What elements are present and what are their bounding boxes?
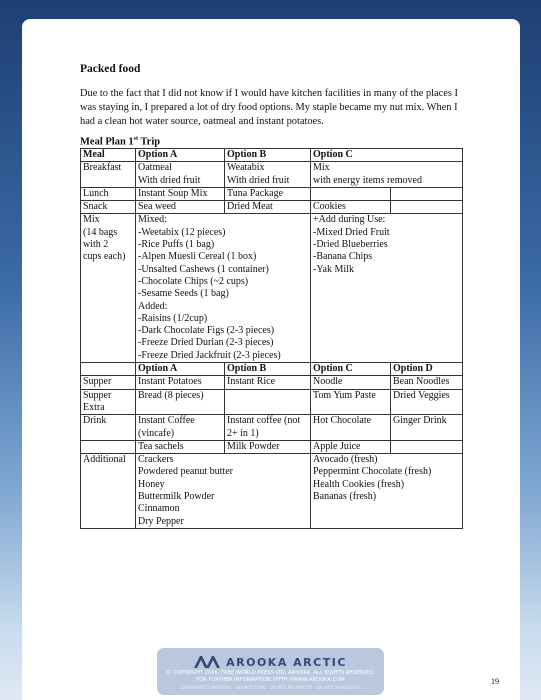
cell-option-c: Tom Yum Paste	[311, 389, 391, 415]
cell-option-a	[136, 162, 225, 188]
cell-empty	[391, 187, 463, 200]
mix-item: Mixed:	[138, 214, 167, 226]
cell-option-c: Apple Juice	[311, 440, 391, 453]
additional-item: Honey	[138, 478, 165, 490]
table-header-row	[81, 149, 463, 162]
during-item: +Add during Use:	[313, 214, 386, 226]
header-option-b: Option B	[225, 149, 311, 162]
additional-item: Crackers	[138, 454, 174, 466]
table-row-additional	[81, 454, 463, 529]
intro-paragraph: Due to the fact that I did not know if I would have kitchen facilities in many of the places I was staying in, I prepared a lot of dry food options. My staple became my nut mix. When I had a clean hot water source, oatmeal and instant potatoes.	[80, 88, 458, 127]
during-item: -Mixed Dried Fruit	[313, 226, 390, 238]
cell-option-b: Milk Powder	[225, 440, 311, 453]
footer-warning-line: COPYRIGHTED MATERIAL - DO NOT COPY - DO NOT DISTRIBUTE - DO NOT REPRODUCE	[179, 685, 362, 690]
cell-option-b	[225, 389, 311, 415]
cell-meal: Lunch	[81, 187, 136, 200]
additional-item: Peppermint Chocolate (fresh)	[313, 466, 432, 478]
additional-item: Cinnamon	[138, 503, 180, 515]
table-row-snack	[81, 201, 463, 214]
table-row-mix	[81, 214, 463, 363]
mix-item: -Unsalted Cashews (1 container)	[138, 263, 269, 275]
page-number: 19	[491, 677, 499, 686]
footer-copyright-line: © COPYRIGHT 2016, FREE WORLD PRESS LTD, AROOKA. ALL RIGHTS RESERVED.	[166, 670, 375, 676]
cell-line: Oatmeal	[138, 162, 172, 174]
mix-item: -Rice Puffs (1 bag)	[138, 239, 215, 251]
mix-item: -Sesame Seeds (1 bag)	[138, 288, 229, 300]
cell-option-c: Cookies	[311, 201, 391, 214]
cell-meal: Supper	[81, 376, 136, 389]
cell-line: Supper	[83, 389, 112, 401]
cell-line: Mix	[83, 214, 100, 226]
mix-item: Added:	[138, 300, 168, 312]
cell-line: with 2	[83, 239, 109, 251]
cell-option-b: Instant Rice	[225, 376, 311, 389]
table-row-drink	[81, 415, 463, 441]
cell-option-c	[311, 162, 463, 188]
additional-left-cell	[136, 454, 311, 529]
cell-line: (14 bags	[83, 226, 118, 238]
cell-option-d: Ginger Drink	[391, 415, 463, 441]
mix-item: -Freeze Dried Durian (2-3 pieces)	[138, 337, 274, 349]
table-row-drink-2	[81, 440, 463, 453]
cell-meal: Breakfast	[81, 162, 136, 188]
cell-option-a: Tea sachels	[136, 440, 225, 453]
during-item: -Dried Blueberries	[313, 239, 388, 251]
cell-option-c: Hot Chocolate	[311, 415, 391, 441]
cell-meal	[81, 389, 136, 415]
cell-option-a: Sea weed	[136, 201, 225, 214]
meal-plan-table	[80, 148, 463, 529]
cell-line: Weatabix	[227, 162, 265, 174]
additional-item: Buttermilk Powder	[138, 491, 215, 503]
table-header-row-2	[81, 363, 463, 376]
header2-option-c: Option C	[311, 363, 391, 376]
during-item: -Banana Chips	[313, 251, 373, 263]
during-item: -Yak Milk	[313, 263, 354, 275]
cell-option-a: Bread (8 pieces)	[136, 389, 225, 415]
cell-option-a: Instant Potatoes	[136, 376, 225, 389]
cell-meal: Drink	[81, 415, 136, 441]
cell-line: Instant coffee (not	[227, 415, 301, 427]
additional-item: Avocado (fresh)	[313, 454, 378, 466]
cell-meal: Snack	[81, 201, 136, 214]
cell-option-a: Instant Soup Mix	[136, 187, 225, 200]
mix-item: -Alpen Muesli Cereal (1 box)	[138, 251, 257, 263]
cell-empty	[391, 201, 463, 214]
mix-item: -Weetabix (12 pieces)	[138, 226, 226, 238]
cell-line: (vincafe)	[138, 427, 175, 439]
arooka-logo-icon	[194, 656, 220, 668]
cell-option-d: Bean Noodles	[391, 376, 463, 389]
cell-option-b: Dried Meat	[225, 201, 311, 214]
header2-empty	[81, 363, 136, 376]
cell-meal	[81, 214, 136, 363]
footer-logo	[157, 653, 384, 671]
cell-option-c: Noodle	[311, 376, 391, 389]
mix-ingredients-cell	[136, 214, 311, 363]
cell-line: 2+ in 1)	[227, 427, 259, 439]
table-row-supper	[81, 376, 463, 389]
table-title-rest: Trip	[138, 136, 161, 148]
cell-line: with energy items removed	[313, 174, 422, 186]
table-title-main: Meal Plan 1	[80, 136, 134, 148]
mix-item: -Dark Chocolate Figs (2-3 pieces)	[138, 325, 275, 337]
header2-option-b: Option B	[225, 363, 311, 376]
table-row-breakfast	[81, 162, 463, 188]
mix-item: -Chocolate Chips (~2 cups)	[138, 275, 249, 287]
cell-option-b: Tuna Package	[225, 187, 311, 200]
additional-item: Dry Pepper	[138, 515, 184, 527]
additional-item: Health Cookies (fresh)	[313, 478, 405, 490]
cell-line: With dried fruit	[227, 174, 290, 186]
header-meal: Meal	[81, 149, 136, 162]
header-option-a: Option A	[136, 149, 225, 162]
cell-meal: Additional	[81, 454, 136, 529]
additional-item: Powdered peanut butter	[138, 466, 233, 478]
cell-line: Mix	[313, 162, 330, 174]
additional-right-cell	[311, 454, 463, 529]
footer-info-line: FOR FURTHER INFORMATION: HTTP://WWW.AROOKA.COM	[196, 677, 345, 683]
header-option-c: Option C	[311, 149, 463, 162]
section-title: Packed food	[80, 63, 141, 75]
table-title-sup: st	[133, 136, 139, 142]
mix-during-use-cell	[311, 214, 463, 363]
table-title	[80, 136, 160, 148]
cell-option-b	[225, 415, 311, 441]
cell-option-d	[391, 440, 463, 453]
cell-line: cups each)	[83, 251, 126, 263]
cell-line: Instant Coffee	[138, 415, 195, 427]
cell-line: With dried fruit	[138, 174, 201, 186]
additional-item: Bananas (fresh)	[313, 491, 377, 503]
mix-item: -Raisins (1/2cup)	[138, 312, 208, 324]
mix-item: -Freeze Dried Jackfruit (2-3 pieces)	[138, 349, 281, 361]
copyright-footer	[157, 648, 384, 695]
table-row-lunch	[81, 187, 463, 200]
cell-option-b	[225, 162, 311, 188]
cell-option-d: Dried Veggies	[391, 389, 463, 415]
table-row-supper-extra	[81, 389, 463, 415]
header2-option-d: Option D	[391, 363, 463, 376]
header2-option-a: Option A	[136, 363, 225, 376]
cell-option-c	[311, 187, 391, 200]
document-page	[22, 19, 520, 700]
footer-brand: AROOKA ARCTIC	[226, 655, 347, 669]
cell-line: Extra	[83, 401, 105, 413]
cell-option-a	[136, 415, 225, 441]
cell-meal-empty	[81, 440, 136, 453]
